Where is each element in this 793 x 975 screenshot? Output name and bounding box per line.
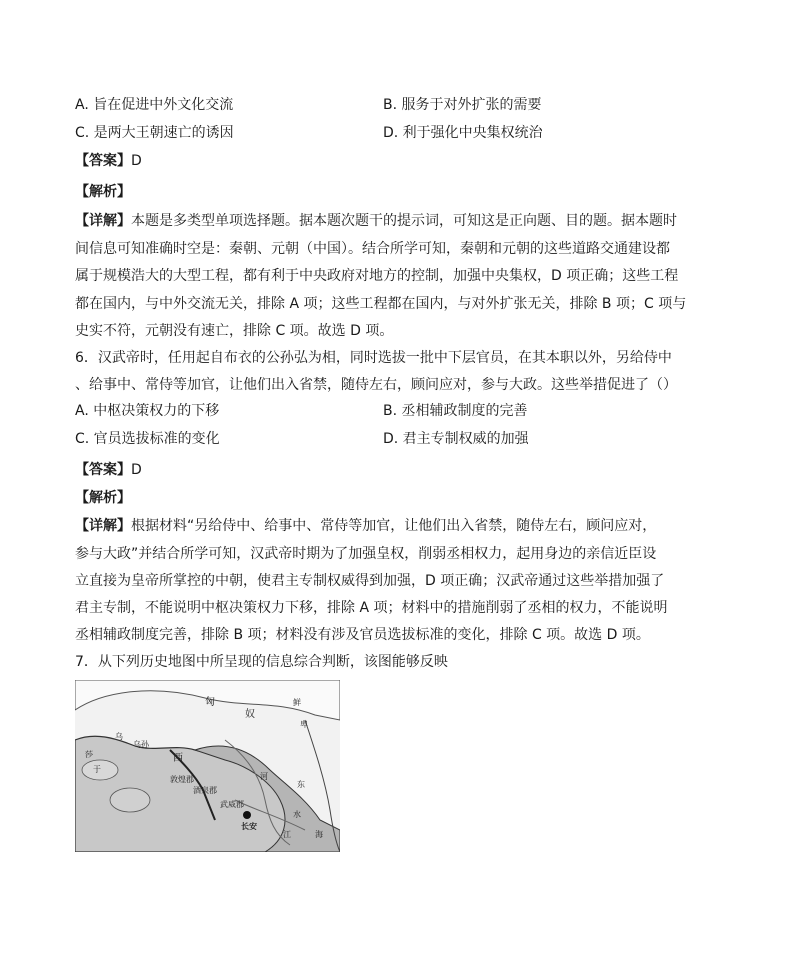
map-label: 长安 (241, 822, 257, 831)
map-label: 鲜 (293, 698, 301, 707)
answer-label: 【答案】 (75, 462, 131, 478)
q6-stem-line: 、给事中、常侍等加官，让他们出入省禁，随侍左右，顾问应对，参与大政。这些举措促进了（） (75, 377, 677, 393)
q6-analysis-label: 【解析】 (75, 490, 131, 506)
map-label: 于 (93, 765, 101, 774)
q6-detail-line: 立直接为皇帝所掌控的中朝，使君主专制权威得到加强，D 项正确；汉武帝通过这些举措加强了 (75, 573, 665, 589)
q5-detail-line: 属于规模浩大的大型工程，都有利于中央政府对地方的控制，加强中央集权，D 项正确；这些工程 (75, 268, 679, 284)
q5-detail-line (75, 211, 677, 231)
map-label: 江 (283, 830, 291, 839)
q5-option-d: D. 利于强化中央集权统治 (383, 125, 543, 141)
q5-detail-line: 间信息可知准确时空是：秦朝、元朝（中国）。结合所学可知，秦朝和元朝的这些道路交通建设都 (75, 241, 670, 257)
q5-option-a: A. 旨在促进中外文化交流 (75, 97, 234, 113)
q5-detail-line: 都在国内，与中外交流无关，排除 A 项；这些工程都在国内，与对外扩张无关，排除 B 项；C 项与 (75, 296, 687, 312)
q5-option-b: B. 服务于对外扩张的需要 (383, 97, 542, 113)
detail-text: 本题是多类型单项选择题。据本题次题干的提示词，可知这是正向题、目的题。据本题时 (131, 213, 677, 229)
q5-analysis-label: 【解析】 (75, 184, 131, 200)
map-label: 西 (173, 753, 183, 764)
map-label: 敦煌郡 (170, 775, 194, 784)
map-label: 酒泉郡 (193, 786, 217, 795)
detail-text: 根据材料“另给侍中、给事中、常侍等加官，让他们出入省禁，随侍左右，顾问应对， (131, 518, 657, 534)
q6-detail-line: 君主专制，不能说明中枢决策权力下移，排除 A 项；材料中的措施削弱了丞相的权力，不能说明 (75, 600, 668, 616)
map-label: 海 (315, 830, 323, 839)
map-label: 武威郡 (220, 800, 244, 809)
detail-label: 【详解】 (75, 213, 131, 229)
map-label: 河 (260, 772, 268, 781)
detail-label: 【详解】 (75, 518, 131, 534)
map-label: 莎 (85, 750, 93, 759)
q6-option-c: C. 官员选拔标准的变化 (75, 431, 220, 447)
map-label: 乌 (115, 732, 123, 741)
q6-option-a: A. 中枢决策权力的下移 (75, 403, 220, 419)
q6-detail-line: 参与大政”并结合所学可知，汉武帝时期为了加强皇权，削弱丞相权力，起用身边的亲信近臣设 (75, 546, 657, 562)
q5-answer (75, 151, 142, 171)
q5-option-c: C. 是两大王朝速亡的诱因 (75, 125, 234, 141)
q6-option-d: D. 君主专制权威的加强 (383, 431, 529, 447)
q5-detail-line: 史实不符，元朝没有速亡，排除 C 项。故选 D 项。 (75, 323, 394, 339)
map-label: 奴 (245, 709, 255, 720)
q6-answer (75, 460, 142, 480)
historical-map (75, 680, 340, 852)
map-label: 东 (297, 780, 305, 789)
q7-stem: 7．从下列历史地图中所呈现的信息综合判断，该图能够反映 (75, 654, 448, 670)
q6-stem-line: 6．汉武帝时，任用起自布衣的公孙弘为相，同时选拔一批中下层官员，在其本职以外，另给侍中 (75, 350, 672, 366)
map-label: 卑 (300, 720, 308, 729)
map-label: 乌孙 (133, 740, 149, 749)
answer-label: 【答案】 (75, 153, 131, 169)
q6-detail-line: 丞相辅政制度完善，排除 B 项；材料没有涉及官员选拔标准的变化，排除 C 项。故选 D 项。 (75, 627, 650, 643)
map-label: 匈 (205, 697, 215, 708)
answer-value: D (131, 462, 142, 478)
map-label: 水 (293, 810, 301, 819)
q6-detail-line (75, 516, 656, 536)
q6-option-b: B. 丞相辅政制度的完善 (383, 403, 528, 419)
answer-value: D (131, 153, 142, 169)
